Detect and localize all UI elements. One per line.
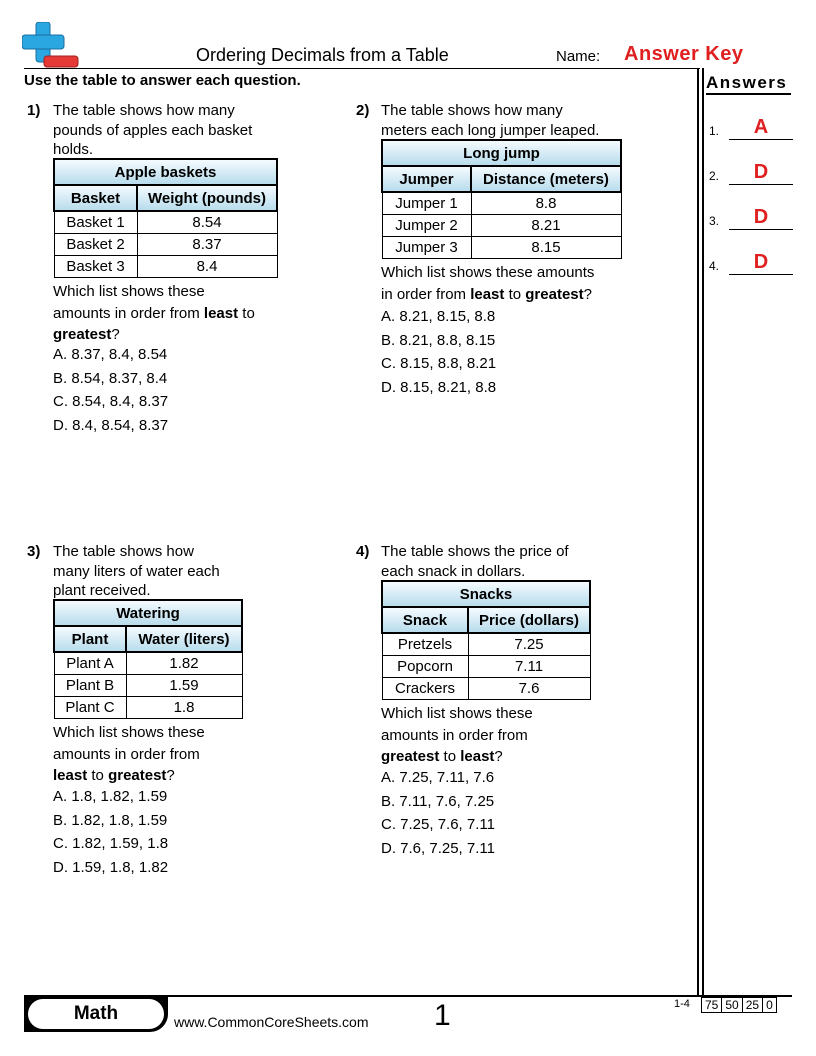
table-row: Crackers 7.6 (382, 678, 590, 700)
table-row: Jumper 1 8.8 (382, 192, 621, 215)
table-header: Basket (54, 185, 137, 211)
question-text: The table shows how many meters each long jumper leaped. (381, 102, 600, 139)
answer-row (709, 110, 793, 140)
question-number: 4) (356, 543, 370, 560)
answers-heading-underline (706, 93, 791, 95)
table-header: Jumper (382, 166, 471, 192)
score-cell: 0 (763, 998, 777, 1013)
table-title: Long jump (382, 140, 621, 166)
answer-line (729, 184, 793, 185)
table-header: Snack (382, 607, 468, 633)
answer-options (53, 343, 168, 437)
option-d: D. 8.4, 8.54, 8.37 (53, 416, 169, 434)
answer-value: D (753, 251, 769, 273)
option-c: C. 7.25, 7.6, 7.11 (381, 816, 495, 833)
question-number: 3) (27, 543, 41, 560)
table-row: Pretzels 7.25 (382, 633, 590, 656)
table-header: Water (liters) (126, 626, 242, 652)
score-cell: 50 (722, 998, 742, 1013)
answer-key-label: Answer Key (624, 43, 744, 65)
option-c: C. 8.15, 8.8, 8.21 (381, 355, 497, 372)
answer-line (729, 139, 793, 140)
table-row: Basket 3 8.4 (54, 256, 277, 278)
table-header: Distance (meters) (471, 166, 621, 192)
answers-heading: Answers (706, 73, 788, 92)
site-url: www.CommonCoreSheets.com (174, 1014, 369, 1030)
answer-number: 3. (709, 214, 720, 228)
answer-value: D (753, 206, 769, 228)
option-b: B. 7.11, 7.6, 7.25 (381, 792, 495, 810)
answer-options (381, 305, 496, 399)
table-row: Popcorn 7.11 (382, 656, 590, 678)
plus-minus-logo-icon (22, 22, 80, 68)
table-header: Plant (54, 626, 126, 652)
answer-row (709, 200, 793, 230)
column-divider (702, 68, 704, 995)
option-b: B. 8.21, 8.8, 8.15 (381, 331, 496, 349)
table-row: Plant B 1.59 (54, 675, 242, 697)
answer-line (729, 229, 793, 230)
option-d: D. 7.6, 7.25, 7.11 (381, 839, 495, 857)
question-prompt: Which list shows these amounts in order from least to greatest? (381, 264, 595, 303)
table-row: Jumper 3 8.15 (382, 237, 621, 259)
question-prompt: Which list shows these amounts in order from greatest to least? (381, 705, 533, 765)
worksheet-title: Ordering Decimals from a Table (196, 45, 449, 65)
question-number: 1) (27, 102, 41, 119)
table-title: Apple baskets (54, 159, 277, 185)
option-a: A. 7.25, 7.11, 7.6 (381, 769, 495, 786)
table-row: Plant A 1.82 (54, 652, 242, 675)
table-title: Snacks (382, 581, 590, 607)
score-cell: 25 (742, 998, 762, 1013)
table-row: Jumper 2 8.21 (382, 215, 621, 237)
answer-value: A (753, 116, 769, 138)
name-label: Name: (556, 48, 601, 65)
option-a: A. 8.21, 8.15, 8.8 (381, 308, 496, 325)
score-cell: 75 (702, 998, 722, 1013)
answer-value: D (753, 161, 769, 183)
score-range: 1-4 (674, 998, 690, 1010)
subject-badge: Math (28, 999, 164, 1029)
table-header: Weight (pounds) (137, 185, 277, 211)
answer-row (709, 155, 793, 185)
question-prompt: Which list shows these amounts in order from least to greatest? (53, 724, 205, 784)
answer-options (381, 766, 495, 860)
header-divider (24, 68, 700, 69)
answer-number: 1. (709, 124, 720, 138)
option-c: C. 8.54, 8.4, 8.37 (53, 393, 169, 410)
option-c: C. 1.82, 1.59, 1.8 (53, 835, 169, 852)
data-table (381, 139, 622, 259)
table-header: Price (dollars) (468, 607, 590, 633)
question-number: 2) (356, 102, 370, 119)
answer-number: 4. (709, 259, 720, 273)
question-text: The table shows how many pounds of apples each basket holds. (53, 102, 253, 158)
option-b: B. 1.82, 1.8, 1.59 (53, 811, 168, 829)
question-prompt: Which list shows these amounts in order from least to greatest? (53, 283, 255, 343)
instructions: Use the table to answer each question. (24, 72, 301, 89)
data-table (53, 158, 278, 278)
answer-row (709, 245, 793, 275)
table-row: Basket 1 8.54 (54, 211, 277, 234)
option-d: D. 1.59, 1.8, 1.82 (53, 858, 169, 876)
option-a: A. 1.8, 1.82, 1.59 (53, 788, 168, 805)
question-text: The table shows the price of each snack in dollars. (381, 543, 569, 580)
answer-number: 2. (709, 169, 720, 183)
option-a: A. 8.37, 8.4, 8.54 (53, 346, 168, 363)
table-title: Watering (54, 600, 242, 626)
option-b: B. 8.54, 8.37, 8.4 (53, 369, 168, 387)
option-d: D. 8.15, 8.21, 8.8 (381, 378, 497, 396)
page-number: 1 (434, 999, 451, 1032)
answer-options (53, 785, 168, 879)
question-text: The table shows how many liters of water each plant received. (53, 543, 220, 599)
table-row: Basket 2 8.37 (54, 234, 277, 256)
table-row: Plant C 1.8 (54, 697, 242, 719)
score-table (701, 997, 777, 1013)
data-table (53, 599, 243, 719)
answer-line (729, 274, 793, 275)
data-table (381, 580, 591, 700)
column-divider (697, 68, 699, 995)
